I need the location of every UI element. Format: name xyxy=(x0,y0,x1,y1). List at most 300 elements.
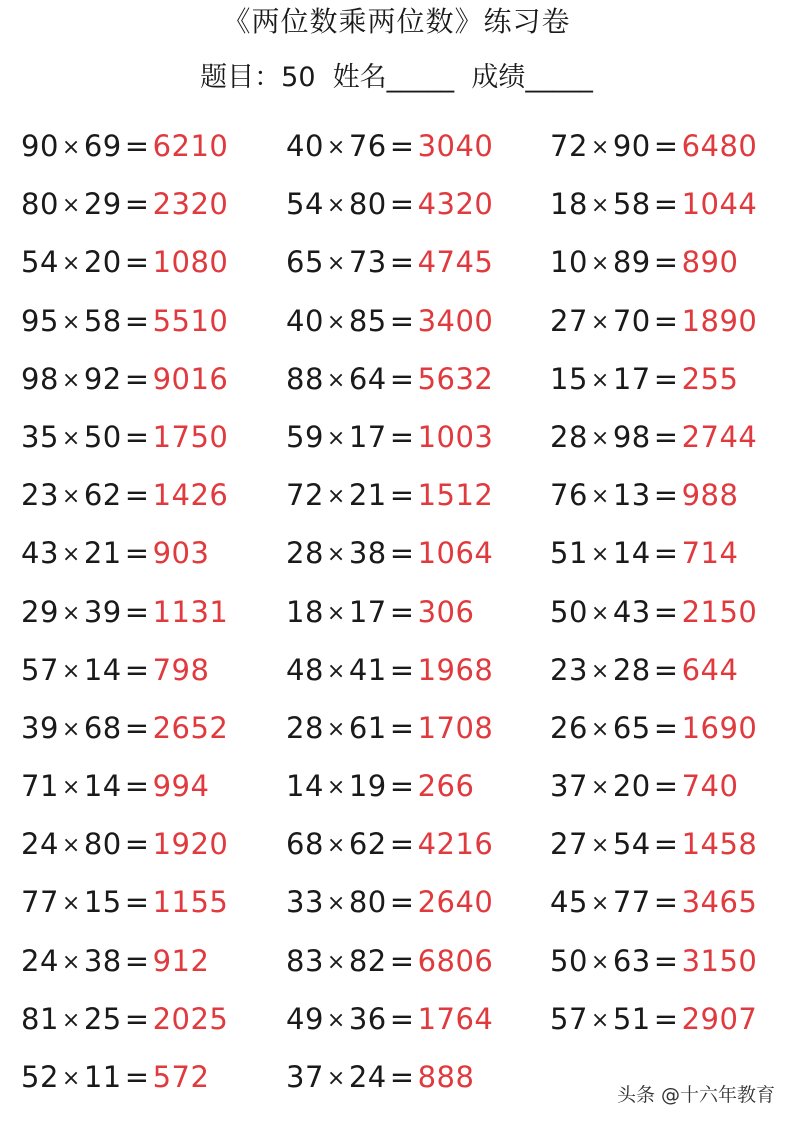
answer: 2150 xyxy=(681,594,758,629)
multiplicand: 50 xyxy=(550,943,588,978)
times-sign: × xyxy=(61,484,81,510)
times-sign: × xyxy=(61,658,81,684)
problem-item xyxy=(528,587,793,645)
answer: 988 xyxy=(681,478,739,513)
problem-grid xyxy=(0,121,793,1110)
multiplier: 14 xyxy=(83,652,122,687)
problem-item xyxy=(264,470,528,528)
multiplicand: 71 xyxy=(21,769,59,804)
multiplicand: 81 xyxy=(21,1001,59,1036)
multiplicand: 26 xyxy=(550,710,588,745)
answer: 1920 xyxy=(152,827,229,862)
problem-item xyxy=(0,296,264,354)
multiplicand: 37 xyxy=(286,1060,324,1094)
multiplicand: 45 xyxy=(550,885,588,920)
multiplier: 17 xyxy=(348,594,387,629)
problem-item xyxy=(528,761,793,819)
problem-item xyxy=(264,877,528,935)
multiplicand: 90 xyxy=(21,129,59,163)
multiplicand: 72 xyxy=(286,478,324,513)
multiplier: 62 xyxy=(83,478,122,513)
multiplicand: 54 xyxy=(21,245,59,280)
times-sign: × xyxy=(326,484,346,510)
multiplier: 80 xyxy=(348,885,387,920)
times-sign: × xyxy=(326,367,346,393)
equals-sign: = xyxy=(389,652,415,687)
equals-sign: = xyxy=(124,478,150,513)
multiplicand: 29 xyxy=(21,594,59,629)
times-sign: × xyxy=(326,309,346,335)
multiplicand: 24 xyxy=(21,943,59,978)
equals-sign: = xyxy=(653,885,679,920)
answer: 890 xyxy=(681,245,739,280)
multiplier: 62 xyxy=(348,827,387,862)
problem-item xyxy=(528,936,793,994)
answer: 3150 xyxy=(681,943,758,978)
multiplier: 76 xyxy=(348,129,387,163)
multiplier: 21 xyxy=(83,536,122,571)
answer: 1512 xyxy=(417,478,494,513)
times-sign: × xyxy=(61,135,81,160)
problem-item xyxy=(264,121,528,179)
problem-item xyxy=(0,877,264,935)
equals-sign: = xyxy=(389,129,415,163)
answer: 1764 xyxy=(417,1001,494,1036)
multiplier: 80 xyxy=(348,187,387,222)
times-sign: × xyxy=(590,833,610,859)
equals-sign: = xyxy=(389,245,415,280)
answer: 994 xyxy=(152,769,210,804)
answer: 1968 xyxy=(417,652,494,687)
answer: 1708 xyxy=(417,710,494,745)
multiplicand: 80 xyxy=(21,187,59,222)
problem-item xyxy=(528,179,793,237)
equals-sign: = xyxy=(653,827,679,862)
multiplicand: 33 xyxy=(286,885,324,920)
times-sign: × xyxy=(590,716,610,742)
answer: 2320 xyxy=(152,187,229,222)
answer: 6210 xyxy=(152,129,229,163)
equals-sign: = xyxy=(653,419,679,454)
answer: 903 xyxy=(152,536,210,571)
multiplier: 14 xyxy=(83,769,122,804)
answer: 1080 xyxy=(152,245,229,280)
multiplier: 51 xyxy=(612,1001,651,1036)
equals-sign: = xyxy=(124,129,150,163)
multiplicand: 57 xyxy=(21,652,59,687)
problem-item xyxy=(0,237,264,295)
multiplier: 65 xyxy=(612,710,651,745)
equals-sign: = xyxy=(389,303,415,338)
multiplicand: 40 xyxy=(286,129,324,163)
answer: 2640 xyxy=(417,885,494,920)
multiplier: 28 xyxy=(612,652,651,687)
times-sign: × xyxy=(590,135,610,160)
multiplicand: 59 xyxy=(286,419,324,454)
equals-sign: = xyxy=(124,769,150,804)
problem-item xyxy=(264,994,528,1052)
times-sign: × xyxy=(61,251,81,277)
equals-sign: = xyxy=(389,769,415,804)
problem-item xyxy=(0,412,264,470)
problem-item xyxy=(528,237,793,295)
worksheet-title: 《两位数乘两位数》练习卷 xyxy=(222,5,571,38)
problem-item xyxy=(264,412,528,470)
times-sign: × xyxy=(61,193,81,219)
answer: 644 xyxy=(681,652,739,687)
equals-sign: = xyxy=(389,827,415,862)
multiplier: 73 xyxy=(348,245,387,280)
answer: 1750 xyxy=(152,419,229,454)
problem-item xyxy=(0,528,264,586)
equals-sign: = xyxy=(653,478,679,513)
problem-item xyxy=(0,819,264,877)
equals-sign: = xyxy=(389,536,415,571)
multiplicand: 28 xyxy=(550,419,588,454)
multiplicand: 15 xyxy=(550,361,588,396)
answer: 9016 xyxy=(152,361,229,396)
answer: 1426 xyxy=(152,478,229,513)
problem-item xyxy=(0,121,264,179)
problem-item xyxy=(528,994,793,1052)
multiplicand: 39 xyxy=(21,710,59,745)
multiplier: 63 xyxy=(612,943,651,978)
multiplicand: 98 xyxy=(21,361,59,396)
multiplier: 29 xyxy=(83,187,122,222)
answer: 255 xyxy=(681,361,739,396)
times-sign: × xyxy=(61,309,81,335)
problem-item xyxy=(264,819,528,877)
equals-sign: = xyxy=(653,245,679,280)
answer: 1064 xyxy=(417,536,494,571)
equals-sign: = xyxy=(124,245,150,280)
problem-item xyxy=(0,761,264,819)
times-sign: × xyxy=(61,600,81,626)
times-sign: × xyxy=(326,193,346,219)
multiplier: 82 xyxy=(348,943,387,978)
equals-sign: = xyxy=(653,652,679,687)
multiplicand: 37 xyxy=(550,769,588,804)
equals-sign: = xyxy=(124,536,150,571)
multiplier: 80 xyxy=(83,827,122,862)
multiplier: 36 xyxy=(348,1001,387,1036)
times-sign: × xyxy=(61,775,81,801)
multiplicand: 27 xyxy=(550,827,588,862)
answer: 3040 xyxy=(417,129,494,163)
times-sign: × xyxy=(590,484,610,510)
multiplicand: 49 xyxy=(286,1001,324,1036)
multiplier: 21 xyxy=(348,478,387,513)
multiplier: 54 xyxy=(612,827,651,862)
multiplier: 19 xyxy=(348,769,387,804)
problem-item xyxy=(528,703,793,761)
problem-item xyxy=(528,877,793,935)
equals-sign: = xyxy=(389,1001,415,1036)
multiplier: 77 xyxy=(612,885,651,920)
equals-sign: = xyxy=(653,303,679,338)
multiplier: 61 xyxy=(348,710,387,745)
times-sign: × xyxy=(590,891,610,917)
problem-item xyxy=(264,645,528,703)
multiplier: 11 xyxy=(83,1060,122,1094)
equals-sign: = xyxy=(124,827,150,862)
multiplier: 64 xyxy=(348,361,387,396)
answer: 306 xyxy=(417,594,475,629)
problem-item xyxy=(0,587,264,645)
equals-sign: = xyxy=(124,361,150,396)
times-sign: × xyxy=(590,309,610,335)
answer: 2652 xyxy=(152,710,229,745)
multiplier: 15 xyxy=(83,885,122,920)
multiplicand: 24 xyxy=(21,827,59,862)
answer: 572 xyxy=(152,1060,210,1094)
multiplicand: 14 xyxy=(286,769,324,804)
times-sign: × xyxy=(326,1066,346,1091)
problem-item xyxy=(0,645,264,703)
times-sign: × xyxy=(326,1007,346,1033)
multiplier: 85 xyxy=(348,303,387,338)
multiplier: 20 xyxy=(83,245,122,280)
multiplicand: 88 xyxy=(286,361,324,396)
multiplicand: 72 xyxy=(550,129,588,163)
multiplier: 70 xyxy=(612,303,651,338)
equals-sign: = xyxy=(389,710,415,745)
times-sign: × xyxy=(590,1007,610,1033)
multiplier: 92 xyxy=(83,361,122,396)
problem-item xyxy=(528,121,793,179)
multiplier: 43 xyxy=(612,594,651,629)
equals-sign: = xyxy=(389,419,415,454)
answer: 2025 xyxy=(152,1001,229,1036)
equals-sign: = xyxy=(653,1001,679,1036)
times-sign: × xyxy=(61,425,81,451)
multiplier: 58 xyxy=(83,303,122,338)
equals-sign: = xyxy=(389,187,415,222)
problem-item xyxy=(528,296,793,354)
answer: 1131 xyxy=(152,594,229,629)
multiplier: 69 xyxy=(83,129,122,163)
multiplicand: 68 xyxy=(286,827,324,862)
equals-sign: = xyxy=(653,536,679,571)
answer: 1458 xyxy=(681,827,758,862)
answer: 5510 xyxy=(152,303,229,338)
multiplier: 90 xyxy=(612,129,651,163)
multiplicand: 18 xyxy=(550,187,588,222)
equals-sign: = xyxy=(389,361,415,396)
times-sign: × xyxy=(590,367,610,393)
times-sign: × xyxy=(61,949,81,975)
times-sign: × xyxy=(61,1007,81,1033)
problem-item xyxy=(0,703,264,761)
multiplicand: 27 xyxy=(550,303,588,338)
answer: 5632 xyxy=(417,361,494,396)
answer: 1890 xyxy=(681,303,758,338)
multiplicand: 10 xyxy=(550,245,588,280)
multiplicand: 83 xyxy=(286,943,324,978)
multiplier: 41 xyxy=(348,652,387,687)
times-sign: × xyxy=(61,367,81,393)
answer: 2907 xyxy=(681,1001,758,1036)
multiplicand: 43 xyxy=(21,536,59,571)
multiplicand: 23 xyxy=(21,478,59,513)
multiplier: 13 xyxy=(612,478,651,513)
times-sign: × xyxy=(326,135,346,160)
times-sign: × xyxy=(326,251,346,277)
multiplicand: 95 xyxy=(21,303,59,338)
multiplicand: 48 xyxy=(286,652,324,687)
equals-sign: = xyxy=(389,1060,415,1094)
problem-item xyxy=(264,528,528,586)
multiplier: 89 xyxy=(612,245,651,280)
answer: 4216 xyxy=(417,827,494,862)
problem-item xyxy=(0,994,264,1052)
multiplier: 38 xyxy=(83,943,122,978)
multiplier: 58 xyxy=(612,187,651,222)
problem-item xyxy=(264,761,528,819)
problem-item xyxy=(528,470,793,528)
answer: 6480 xyxy=(681,129,758,163)
equals-sign: = xyxy=(124,594,150,629)
answer: 4745 xyxy=(417,245,494,280)
multiplicand: 28 xyxy=(286,536,324,571)
multiplicand: 23 xyxy=(550,652,588,687)
answer: 740 xyxy=(681,769,739,804)
multiplier: 17 xyxy=(612,361,651,396)
problem-item xyxy=(0,470,264,528)
times-sign: × xyxy=(590,425,610,451)
equals-sign: = xyxy=(389,478,415,513)
multiplicand: 65 xyxy=(286,245,324,280)
multiplier: 14 xyxy=(612,536,651,571)
times-sign: × xyxy=(590,193,610,219)
answer: 266 xyxy=(417,769,475,804)
multiplicand: 35 xyxy=(21,419,59,454)
multiplicand: 28 xyxy=(286,710,324,745)
equals-sign: = xyxy=(124,652,150,687)
source-watermark: 头条 @十六年教育 xyxy=(616,1084,775,1106)
multiplier: 68 xyxy=(83,710,122,745)
equals-sign: = xyxy=(124,187,150,222)
multiplicand: 57 xyxy=(550,1001,588,1036)
problem-item xyxy=(0,179,264,237)
times-sign: × xyxy=(590,542,610,568)
problem-item xyxy=(264,587,528,645)
equals-sign: = xyxy=(124,419,150,454)
answer: 1690 xyxy=(681,710,758,745)
multiplier: 24 xyxy=(348,1060,387,1094)
times-sign: × xyxy=(326,542,346,568)
multiplier: 20 xyxy=(612,769,651,804)
times-sign: × xyxy=(326,716,346,742)
times-sign: × xyxy=(61,1066,81,1091)
answer: 714 xyxy=(681,536,739,571)
worksheet-subtitle: 题目：50 姓名_____ 成绩_____ xyxy=(200,62,593,93)
problem-item xyxy=(264,296,528,354)
problem-item xyxy=(264,936,528,994)
problem-item xyxy=(528,412,793,470)
problem-item xyxy=(264,703,528,761)
answer: 1003 xyxy=(417,419,494,454)
multiplicand: 40 xyxy=(286,303,324,338)
equals-sign: = xyxy=(389,594,415,629)
multiplicand: 76 xyxy=(550,478,588,513)
answer: 3400 xyxy=(417,303,494,338)
times-sign: × xyxy=(61,891,81,917)
times-sign: × xyxy=(61,716,81,742)
equals-sign: = xyxy=(124,885,150,920)
answer: 912 xyxy=(152,943,210,978)
times-sign: × xyxy=(326,833,346,859)
times-sign: × xyxy=(590,251,610,277)
equals-sign: = xyxy=(653,129,679,163)
answer: 4320 xyxy=(417,187,494,222)
answer: 6806 xyxy=(417,943,494,978)
equals-sign: = xyxy=(124,943,150,978)
times-sign: × xyxy=(61,542,81,568)
problem-item xyxy=(528,528,793,586)
multiplier: 38 xyxy=(348,536,387,571)
equals-sign: = xyxy=(389,885,415,920)
answer: 2744 xyxy=(681,419,758,454)
multiplicand: 77 xyxy=(21,885,59,920)
problem-item xyxy=(264,1052,528,1110)
answer: 3465 xyxy=(681,885,758,920)
multiplier: 39 xyxy=(83,594,122,629)
equals-sign: = xyxy=(124,1060,150,1094)
answer: 1155 xyxy=(152,885,229,920)
answer: 888 xyxy=(417,1060,475,1094)
problem-item xyxy=(0,354,264,412)
times-sign: × xyxy=(326,600,346,626)
multiplicand: 54 xyxy=(286,187,324,222)
problem-item xyxy=(264,237,528,295)
multiplicand: 50 xyxy=(550,594,588,629)
problem-item xyxy=(528,645,793,703)
answer: 798 xyxy=(152,652,210,687)
times-sign: × xyxy=(590,775,610,801)
equals-sign: = xyxy=(124,303,150,338)
times-sign: × xyxy=(326,891,346,917)
multiplicand: 51 xyxy=(550,536,588,571)
problem-item xyxy=(0,1052,264,1110)
equals-sign: = xyxy=(124,710,150,745)
times-sign: × xyxy=(61,833,81,859)
multiplier: 25 xyxy=(83,1001,122,1036)
problem-item xyxy=(264,354,528,412)
equals-sign: = xyxy=(653,361,679,396)
multiplicand: 18 xyxy=(286,594,324,629)
equals-sign: = xyxy=(653,769,679,804)
equals-sign: = xyxy=(653,943,679,978)
multiplicand: 52 xyxy=(21,1060,59,1094)
equals-sign: = xyxy=(653,187,679,222)
times-sign: × xyxy=(590,658,610,684)
problem-item xyxy=(528,819,793,877)
problem-item xyxy=(528,354,793,412)
multiplier: 98 xyxy=(612,419,651,454)
equals-sign: = xyxy=(389,943,415,978)
equals-sign: = xyxy=(653,594,679,629)
problem-item xyxy=(264,179,528,237)
equals-sign: = xyxy=(653,710,679,745)
answer: 1044 xyxy=(681,187,758,222)
times-sign: × xyxy=(326,775,346,801)
multiplier: 50 xyxy=(83,419,122,454)
times-sign: × xyxy=(326,658,346,684)
multiplier: 17 xyxy=(348,419,387,454)
problem-item xyxy=(0,936,264,994)
equals-sign: = xyxy=(124,1001,150,1036)
